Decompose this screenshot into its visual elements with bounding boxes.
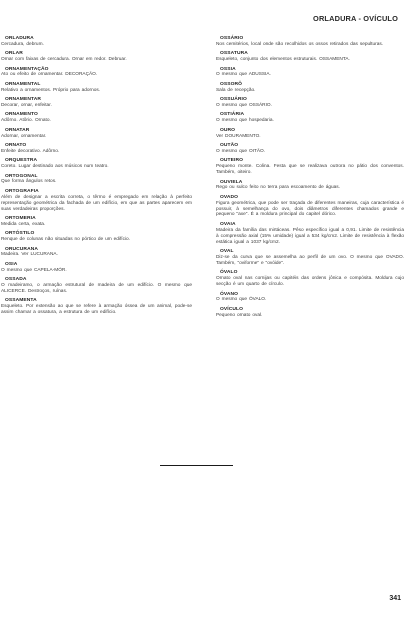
entry-definition: Rego ou sulco feito no terra para escoamento de águas. (216, 185, 340, 191)
dictionary-entry (1, 298, 192, 316)
entry-term: OVAIA (220, 221, 236, 227)
entry-definition: O madeiramo, o armação estrutural de madeira de um edifício. O mesmo que ALICERCE. Destroços, ruínas. (1, 283, 192, 294)
entry-term: ÓVANO (220, 291, 239, 297)
entry-term: OUTEIRO (220, 158, 243, 164)
entry-definition: O mesmo que CAPELA-MÓR. (1, 267, 67, 273)
entry-definition: Adôrno. Atôrio. Ornato. (1, 118, 51, 124)
page-header (0, 8, 418, 32)
entry-term: ORLAR (5, 51, 23, 57)
section-divider (160, 465, 233, 466)
entry-term: ORTOMERIA (5, 216, 36, 222)
dictionary-entry (216, 143, 404, 155)
right-column (216, 36, 404, 322)
entry-definition: Pequeno ornato oval. (216, 312, 263, 318)
entry-term: OSSÁRIO (220, 36, 244, 41)
dictionary-entry (216, 82, 404, 94)
entry-definition: Esqueleto, conjunto dos elementos estruturais. OSSAMENTA. (216, 57, 350, 63)
dictionary-entry (1, 231, 192, 243)
entry-definition: O mesmo que ADUSSIA. (216, 72, 271, 78)
dictionary-entry (216, 158, 404, 176)
dictionary-entry (216, 307, 404, 319)
entry-term: OVÍCULO (220, 306, 243, 312)
entry-definition: Ornato oval nas cornijas ou capitéis das ordens jônica e compósita. Moldura cujo secção é um quarto de círculo. (216, 276, 404, 287)
dictionary-entry (1, 262, 192, 274)
entry-definition: Relativo a ornamentos. Próprio para adornos. (1, 87, 101, 93)
entry-definition: Pequeno monte. Colina. Festa que se realizava outrora no pátio dos conventos. Também, oiteiro. (216, 164, 404, 176)
dictionary-entry (216, 180, 404, 192)
dictionary-entry (216, 292, 404, 304)
page-number: 341 (389, 595, 401, 602)
dictionary-entry (216, 97, 404, 109)
dictionary-entry (216, 249, 404, 267)
entry-term: ORNAMENTAR (5, 97, 41, 103)
entry-definition: Madeira. Ver LUCURANA. (1, 252, 58, 258)
entry-definition: Renque de colunas não situadas no pórtico de um edifício. (1, 237, 130, 243)
entry-term: ORQUESTRA (5, 158, 38, 164)
dictionary-entry (1, 112, 192, 124)
entry-definition: Medida certa, exata. (1, 221, 46, 227)
entry-definition: Além de designar a escrita correta, o têrmo é empregado em relação à perfeito representação geométrica da fachada de um edifício, em que as partes aparecem em suas verdadeiras proporções. (1, 194, 192, 212)
dictionary-entry (216, 51, 404, 63)
entry-definition: Ornar com faixas de cercadura. Ornar em redor. Debruar. (1, 57, 127, 63)
dictionary-entry (1, 158, 192, 170)
entry-definition: O mesmo que ÓVALO. (216, 297, 267, 303)
dictionary-entry (1, 51, 192, 63)
entry-definition: Nos cemitérios, local onde são recolhidos os ossos retirados das sepulturas. (216, 41, 384, 47)
entry-term: ORTÓSTILO (5, 231, 35, 237)
dictionary-entry (1, 143, 192, 155)
entry-term: ORNAMENTO (5, 112, 38, 118)
entry-definition: Madeira da família das mirtáceas. Pêso específico igual a 0,91. Limite de resistência à compressão axial (15% umidade) igual a 534 kg/cm2. Limite de resistência à flexão estática igual a 1037 kg/cm2. (216, 227, 404, 245)
entry-definition: Decorar, ornar, enfeitar. (1, 102, 52, 108)
dictionary-entry (1, 277, 192, 295)
dictionary-entry (1, 36, 192, 48)
left-column (1, 36, 192, 320)
entry-term: ORNATAR (5, 127, 30, 133)
entry-term: OSSORÔ (220, 81, 243, 87)
entry-term: ORNAMENTAL (5, 81, 41, 87)
entry-term: OVADO (220, 194, 239, 200)
entry-term: OSSADA (5, 277, 27, 283)
entry-definition: O mesmo que OITÃO. (216, 148, 266, 154)
entry-definition: Que forma ângulos retos. (1, 179, 57, 185)
entry-term: OURO (220, 127, 236, 133)
entry-term: OSSIA (220, 66, 236, 72)
entry-definition: Ato ou efeito de ornamentar. DECORAÇÃO. (1, 72, 98, 78)
dictionary-entry (1, 247, 192, 259)
entry-term: OSSATURA (220, 51, 248, 57)
entry-term: ORUCURANA (5, 246, 38, 252)
dictionary-entry (1, 189, 192, 213)
entry-term: OSTIÁRIA (220, 112, 245, 118)
entry-definition: Enfeite decorativo. Adôrno. (1, 148, 60, 154)
entry-term: ORTOGRAFIA (5, 188, 39, 194)
entry-term: OVAL (220, 249, 234, 255)
entry-term: OSSUÁRIO (220, 97, 247, 103)
entry-definition: Ver DOURAMENTO. (216, 133, 261, 139)
entry-term: OSIA (5, 261, 18, 267)
dictionary-entry (1, 174, 192, 186)
dictionary-entry (216, 112, 404, 124)
dictionary-entry (1, 128, 192, 140)
entry-definition: Figura geométrica, que pode ser traçada de diferentes maneiras, cuja característica é possuir, à semelhança do ovo, dois diâmetros diferentes chamados grande e pequeno "axe". É a moldura principal do capitel dórico. (216, 200, 404, 218)
entry-term: ORNATO (5, 143, 27, 149)
entry-definition: O mesmo que OSSÁRIO. (216, 102, 272, 108)
dictionary-entry (1, 82, 192, 94)
dictionary-entry (1, 67, 192, 79)
entry-term: OUTÃO (220, 143, 239, 149)
entry-definition: Cercadura, debrum. (1, 41, 44, 47)
entry-definition: Coreto. Lugar destinado aos músicos num teatro. (1, 164, 109, 170)
dictionary-entry (216, 270, 404, 288)
entry-definition: Sala de recepção. (216, 87, 256, 93)
entry-term: OUVIELA (220, 179, 243, 185)
page-title: ORLADURA - OVÍCULO (313, 14, 398, 23)
entry-term: OSSAMENTA (5, 298, 37, 304)
entry-term: ORTOGONAL (5, 173, 38, 179)
entry-term: ÓVALO (220, 270, 238, 276)
entry-term: ORLADURA (5, 36, 34, 41)
dictionary-entry (1, 216, 192, 228)
entry-definition: O mesmo que hospedaria. (216, 118, 274, 124)
entry-definition: Esqueleto. Por extensão ao que se refere à armação óssea de um animal, pode-se assim chamar a ossatura, a estrutura de um edifício. (1, 304, 192, 316)
dictionary-entry (216, 67, 404, 79)
dictionary-entry (1, 97, 192, 109)
entry-definition: Adornar, ornamentar. (1, 133, 47, 139)
entry-definition: Diz-se da curva que se assemelha ao perfil de um ovo. O mesmo que OVADO. Também, "oviforme" e "ovóide". (216, 254, 404, 266)
dictionary-entry (216, 36, 404, 48)
dictionary-entry (216, 128, 404, 140)
dictionary-entry (216, 195, 404, 219)
entry-term: ORNAMENTAÇÃO (5, 66, 49, 72)
dictionary-entry (216, 222, 404, 246)
